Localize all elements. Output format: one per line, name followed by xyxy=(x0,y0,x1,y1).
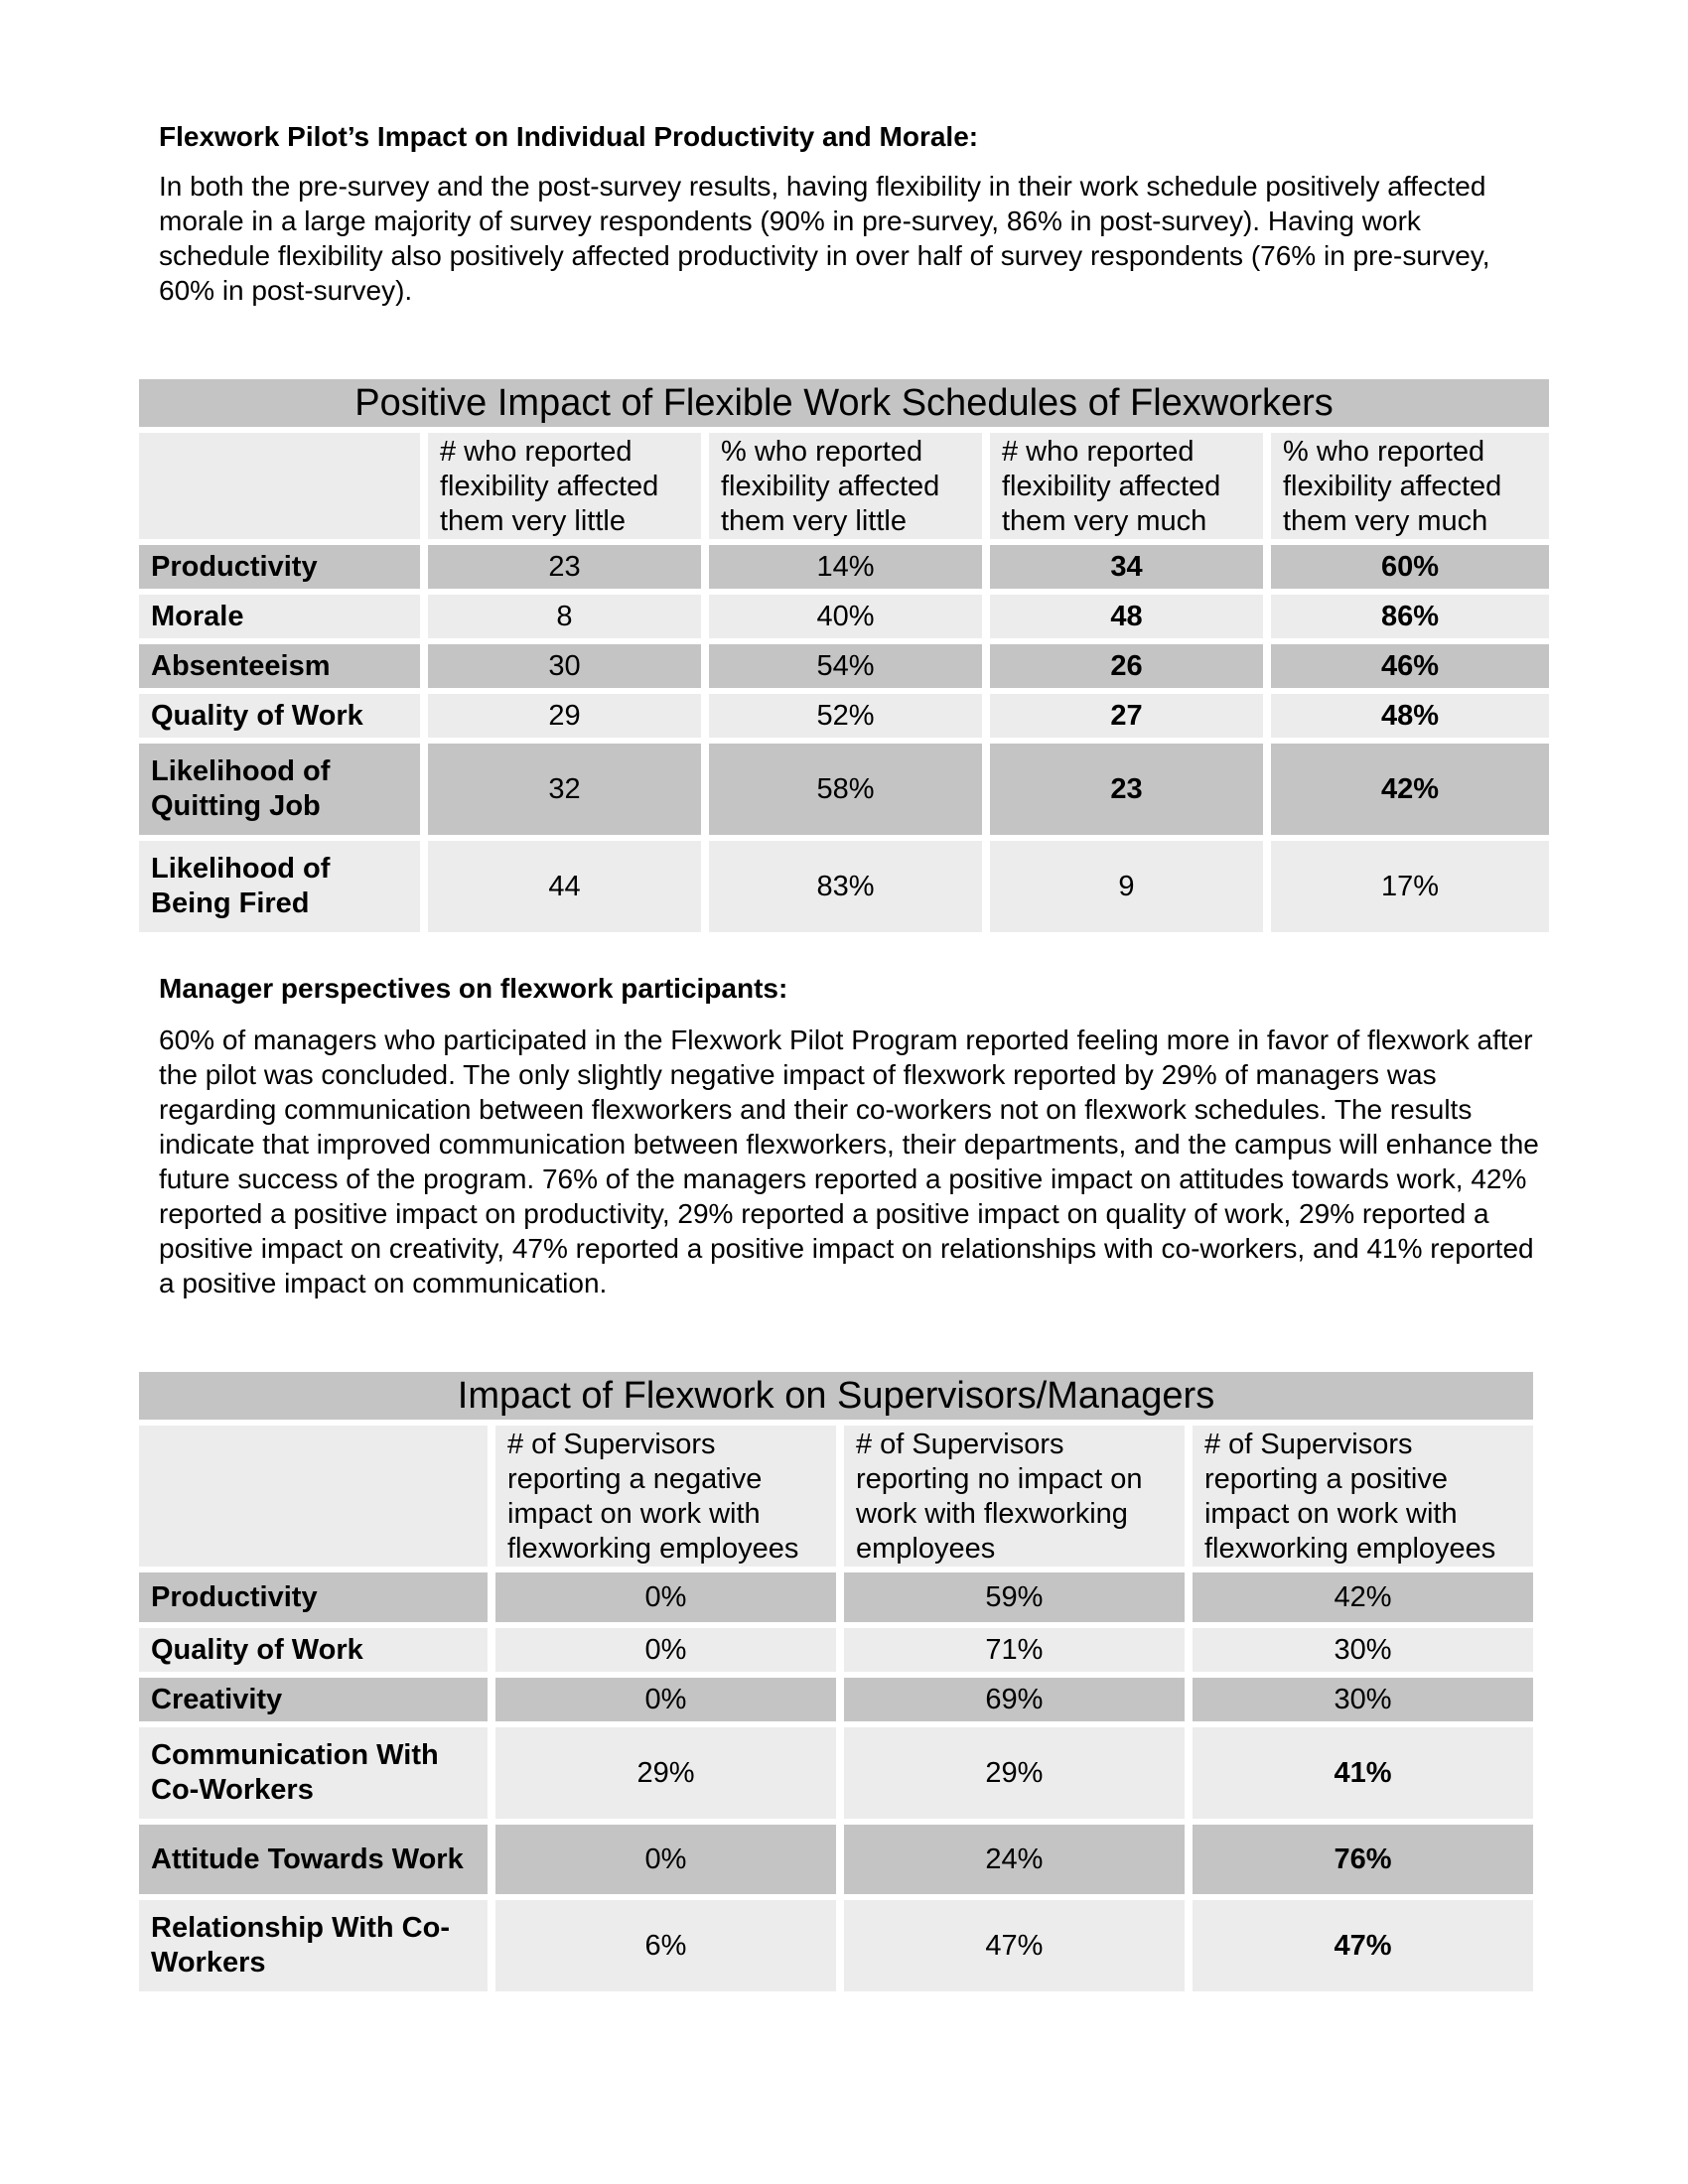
table-cell: 0% xyxy=(495,1825,836,1894)
row-label: Communication With Co-Workers xyxy=(139,1727,488,1819)
table-cell: 30% xyxy=(1193,1678,1533,1721)
table2-column-header: # of Supervisors reporting a negative impact on work with flexworking employees xyxy=(495,1426,836,1567)
table-row xyxy=(139,694,1549,738)
table1-column-header: % who reported flexibility affected them very much xyxy=(1271,433,1549,539)
row-label: Relationship With Co-Workers xyxy=(139,1900,488,1991)
table-cell: 8 xyxy=(428,595,701,638)
table-row xyxy=(139,1727,1533,1819)
table-cell: 6% xyxy=(495,1900,836,1991)
table-row xyxy=(139,841,1549,932)
table-cell: 17% xyxy=(1271,841,1549,932)
table-cell: 0% xyxy=(495,1628,836,1672)
row-label: Morale xyxy=(139,595,420,638)
table-cell: 54% xyxy=(709,644,982,688)
section2-heading: Manager perspectives on flexwork participants: xyxy=(159,973,788,1004)
table-cell: 29% xyxy=(844,1727,1185,1819)
table2-title-row xyxy=(139,1372,1533,1420)
table-cell: 26 xyxy=(990,644,1263,688)
table-cell: 83% xyxy=(709,841,982,932)
row-label: Quality of Work xyxy=(139,1628,488,1672)
table-cell: 29% xyxy=(495,1727,836,1819)
table-cell: 23 xyxy=(428,545,701,589)
table2-header-row xyxy=(139,1426,1533,1567)
row-label: Quality of Work xyxy=(139,694,420,738)
supervisor-impact-table xyxy=(131,1366,1541,1997)
table-row xyxy=(139,1678,1533,1721)
table-cell: 76% xyxy=(1193,1825,1533,1894)
section2-paragraph: 60% of managers who participated in the Flexwork Pilot Program reported feeling more in favor of flexwork after the pilot was concluded. The only slightly negative impact of flexwork reported by 29% of managers was regarding communication between flexworkers and their co-workers not on flexwork schedules. The results indicate that improved communication between flexworkers, their departments, and the campus will enhance the future success of the program. 76% of the managers reported a positive impact on attitudes towards work, 42% reported a positive impact on productivity, 29% reported a positive impact on quality of work, 29% reported a positive impact on creativity, 47% reported a positive impact on relationships with co-workers, and 41% reported a positive impact on communication. xyxy=(159,1024,1539,1298)
table-cell: 46% xyxy=(1271,644,1549,688)
table1-column-header: # who reported flexibility affected them very much xyxy=(990,433,1263,539)
table-cell: 42% xyxy=(1271,744,1549,835)
row-label: Productivity xyxy=(139,1572,488,1622)
table2-column-header: # of Supervisors reporting a positive impact on work with flexworking employees xyxy=(1193,1426,1533,1567)
table-row xyxy=(139,1825,1533,1894)
row-label: Likelihood of Being Fired xyxy=(139,841,420,932)
table-row xyxy=(139,1900,1533,1991)
row-label: Likelihood of Quitting Job xyxy=(139,744,420,835)
table-cell: 30 xyxy=(428,644,701,688)
section1-heading: Flexwork Pilot’s Impact on Individual Productivity and Morale: xyxy=(159,121,979,152)
table-cell: 86% xyxy=(1271,595,1549,638)
table1-header-row xyxy=(139,433,1549,539)
table-cell: 41% xyxy=(1193,1727,1533,1819)
table-cell: 60% xyxy=(1271,545,1549,589)
table1-header-blank xyxy=(139,433,420,539)
table-cell: 47% xyxy=(1193,1900,1533,1991)
table-cell: 24% xyxy=(844,1825,1185,1894)
table-cell: 32 xyxy=(428,744,701,835)
flexworker-impact-table xyxy=(131,373,1557,938)
table1-title: Positive Impact of Flexible Work Schedules of Flexworkers xyxy=(139,379,1549,427)
table-row xyxy=(139,545,1549,589)
table2-column-header: # of Supervisors reporting no impact on work with flexworking employees xyxy=(844,1426,1185,1567)
table1-title-row xyxy=(139,379,1549,427)
row-label: Absenteeism xyxy=(139,644,420,688)
table-row xyxy=(139,1572,1533,1622)
table-row xyxy=(139,644,1549,688)
table-row xyxy=(139,744,1549,835)
table-row xyxy=(139,1628,1533,1672)
table-cell: 59% xyxy=(844,1572,1185,1622)
table-cell: 47% xyxy=(844,1900,1185,1991)
table-cell: 48 xyxy=(990,595,1263,638)
table-cell: 42% xyxy=(1193,1572,1533,1622)
table-cell: 58% xyxy=(709,744,982,835)
table-cell: 44 xyxy=(428,841,701,932)
table-cell: 69% xyxy=(844,1678,1185,1721)
table-cell: 0% xyxy=(495,1678,836,1721)
table-cell: 0% xyxy=(495,1572,836,1622)
table-cell: 71% xyxy=(844,1628,1185,1672)
table-cell: 27 xyxy=(990,694,1263,738)
table-cell: 52% xyxy=(709,694,982,738)
table2-header-blank xyxy=(139,1426,488,1567)
table1-column-header: % who reported flexibility affected them very little xyxy=(709,433,982,539)
table1-column-header: # who reported flexibility affected them very little xyxy=(428,433,701,539)
table-cell: 40% xyxy=(709,595,982,638)
table-cell: 34 xyxy=(990,545,1263,589)
table-cell: 29 xyxy=(428,694,701,738)
table-cell: 48% xyxy=(1271,694,1549,738)
table-row xyxy=(139,595,1549,638)
section1-paragraph: In both the pre-survey and the post-survey results, having flexibility in their work schedule positively affected morale in a large majority of survey respondents (90% in pre-survey, 86% in post-survey). Having work schedule flexibility also positively affected productivity in over half of survey respondents (76% in pre-survey, 60% in post-survey). xyxy=(159,171,1490,306)
table-cell: 9 xyxy=(990,841,1263,932)
table-cell: 23 xyxy=(990,744,1263,835)
row-label: Productivity xyxy=(139,545,420,589)
row-label: Attitude Towards Work xyxy=(139,1825,488,1894)
table2-title: Impact of Flexwork on Supervisors/Managers xyxy=(139,1372,1533,1420)
table-cell: 14% xyxy=(709,545,982,589)
row-label: Creativity xyxy=(139,1678,488,1721)
table-cell: 30% xyxy=(1193,1628,1533,1672)
